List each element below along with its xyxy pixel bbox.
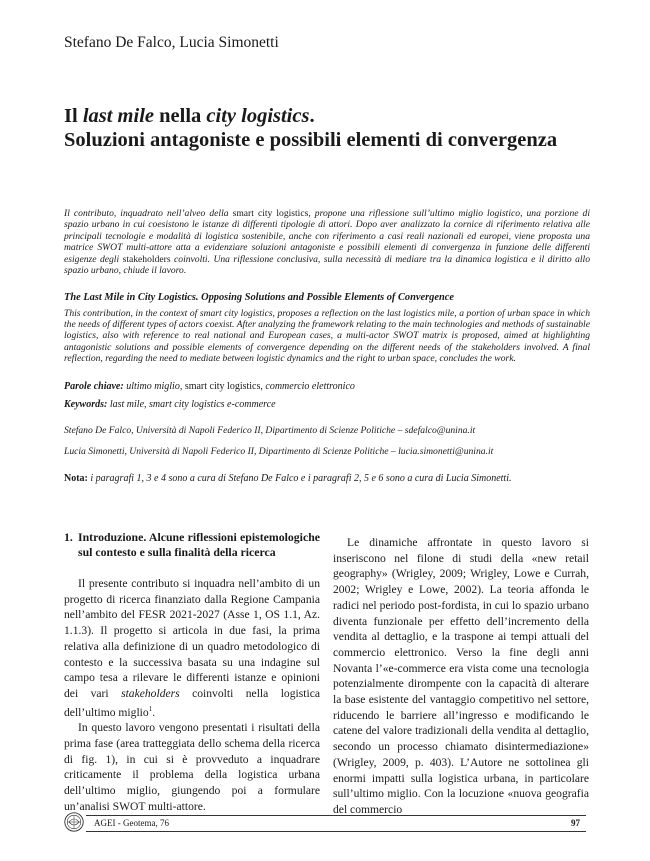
authors: Stefano De Falco, Lucia Simonetti [64, 34, 279, 51]
page-footer [64, 811, 586, 833]
journal-name: AGEI - Geotema, 76 [94, 818, 169, 828]
affiliation-simonetti: Lucia Simonetti, Università di Napoli Federico II, Dipartimento di Scienze Politiche – lucia.simonetti@unina.it [64, 446, 494, 457]
abstract-italian: Il contributo, inquadrato nell’alveo della smart city logistics, propone una riflessione sull’ultimo miglio logistico, una porzione di spazio urbano in cui coesistono le istanze di differenti tipologie di attori. Dopo aver analizzato la cornice di riferimento relativa alle principali tecnologie e modalità di logistica sostenibile, anche con riferimento a casi reali nazionali ed europei, viene proposta una matrice SWOT multi-attore atta a evidenziare soluzioni antagoniste e possibili elementi di convergenza in funzione delle differenti esigenze degli stakeholders coinvolti. Una riflessione conclusiva, sulla necessità di mediare tra la dinamica logistica e il diritto allo spazio urbano, chiude il lavoro. [64, 208, 590, 277]
title-line-1: Il last mile nella city logistics. [64, 105, 315, 127]
english-title: The Last Mile in City Logistics. Opposing Solutions and Possible Elements of Convergence [64, 292, 454, 303]
paragraph: In questo lavoro vengono presentati i risultati della prima fase (area tratteggiata dello schema della ricerca di fig. 1), in cui si è provveduto a inquadrare criticamente il problema della logistica urbana dell’ultimo miglio, giungendo poi a formulare un’analisi SWOT multi-attore. [64, 721, 320, 813]
affiliation-de-falco: Stefano De Falco, Università di Napoli Federico II, Dipartimento di Scienze Politiche – sdefalco@unina.it [64, 425, 476, 436]
footnote-ref[interactable]: 1 [148, 704, 153, 713]
author-note: Nota: i paragrafi 1, 3 e 4 sono a cura di Stefano De Falco e i paragrafi 2, 5 e 6 sono a cura di Lucia Simonetti. [64, 473, 512, 484]
keywords-italian: Parole chiave: ultimo miglio, smart city logistics, commercio elettronico [64, 381, 355, 392]
section-heading: 1. Introduzione. Alcune riflessioni epistemologiche sul contesto e sulla finalità della ricerca [64, 530, 320, 559]
title-line-2: Soluzioni antagoniste e possibili elementi di convergenza [64, 129, 558, 151]
abstract-english: This contribution, in the context of smart city logistics, proposes a reflection on the last logistics mile, a portion of urban space in which the needs of different types of actors coexist. After analyzing the framework relating to the main technologies and methods of sustainable logistics, also with reference to real national and European cases, a multi-actor SWOT matrix is proposed, aimed at highlighting antagonistic solutions and possible elements of convergence depending on the different needs of the stakeholders involved. A final reflection, regarding the need to mediate between logistic dynamics and the right to urban space, concludes the work. [64, 308, 590, 364]
footer-rule-bottom [86, 831, 586, 832]
paragraph: Il presente contributo si inquadra nell’ambito di un progetto di ricerca finanziato dalla Regione Campania nell’ambito del FESR 2021-2027 (Asse 1, OS 1.1, Az. 1.1.3). Il progetto si articola in due fasi, la prima relativa alla definizione di un quadro metodologico di contesto e la successiva basata su una indagine sul campo tesa a rilevare le differenti istanze e opinioni dei vari stakeholders coinvolti nella logistica dell’ultimo miglio$^1$. [64, 577, 320, 719]
article-title [64, 104, 604, 152]
page-number: 97 [571, 818, 580, 828]
left-column [64, 530, 320, 814]
right-column [333, 535, 589, 818]
footer-rule-top [86, 815, 586, 816]
agei-seal-icon [64, 812, 84, 832]
keywords-english: Keywords: last mile, smart city logistics e-commerce [64, 399, 276, 410]
paragraph: Le dinamiche affrontate in questo lavoro si inseriscono nel filone di studi della «new retail geography» (Wrigley, 2009; Wrigley, Lowe e Currah, 2002; Wrigley e Lowe, 2002). La teoria affonda le radici nel periodo post-fordista, in cui lo spazio urbano diventa funzionale per effetto dell’incremento della vendita al dettaglio, e la traspone ai tempi attuali del commercio elettronico. Verso la fine degli anni Novanta l’«e-commerce era vista come una tecnologia potenzialmente dirompente con la capacità di alterare la base esistente del vantaggio competitivo nel settore, riducendo le barriere all’ingresso e modificando le catene del valore tradizionali della vendita al dettaglio, secondo un processo chiamato disintermediazione» (Wrigley, 2009, p. 403). L’Autore ne sottolinea gli enormi impatti sulla logistica urbana, in particolare sull’ultimo miglio. Con la locuzione «nuova geografia del commercio [333, 536, 589, 816]
